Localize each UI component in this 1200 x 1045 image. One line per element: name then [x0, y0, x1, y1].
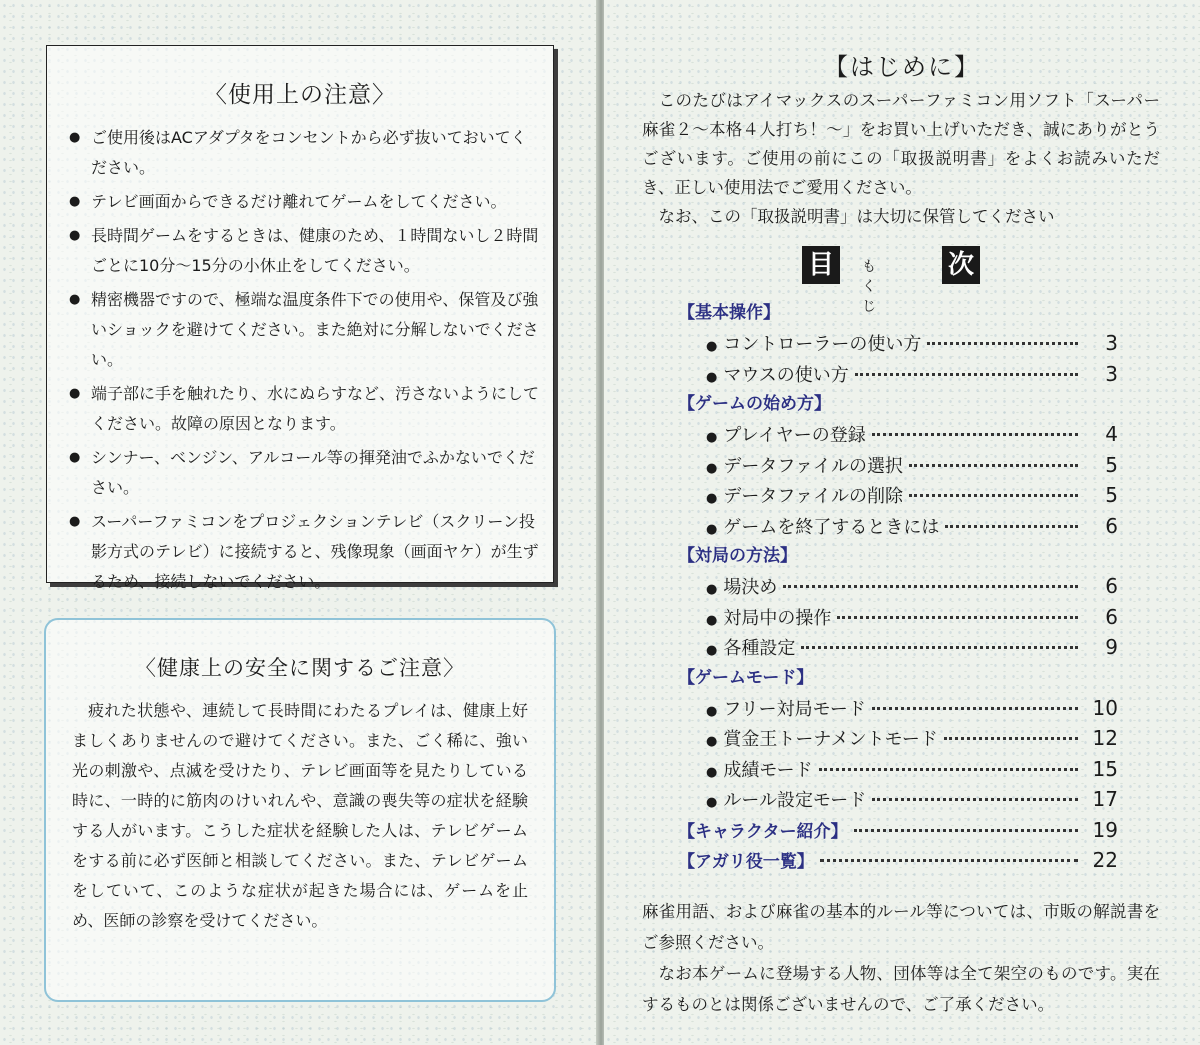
intro-title: 【はじめに】: [824, 53, 980, 81]
toc-entry[interactable]: [678, 450, 1118, 481]
bullet-icon: ●: [706, 582, 718, 597]
toc-entry-page: 15: [1092, 756, 1118, 781]
right-page: [604, 0, 1200, 1045]
health-notice-box: [44, 618, 556, 1002]
notice-item: ● スーパーファミコンをプロジェクションテレビ（スクリーン投影方式のテレビ）に接続すると、残像現象（画面ヤケ）が生ずるため、接続しないでください。: [69, 507, 539, 597]
notice-item: ● ご使用後はACアダプタをコンセントから必ず抜いておいてください。: [69, 123, 539, 183]
left-page: [0, 0, 598, 1045]
dot-leader: [872, 433, 1078, 436]
dot-leader: [783, 585, 1078, 588]
bullet-icon: ●: [706, 491, 718, 506]
toc-entry-label: フリー対局モード: [723, 698, 866, 720]
toc-entry[interactable]: [678, 602, 1118, 633]
intro-paragraph: なお、この「取扱説明書」は大切に保管してください: [658, 207, 1055, 226]
dot-leader: [819, 768, 1078, 771]
health-notice-title: 〈健康上の安全に関するご注意〉: [135, 656, 465, 680]
toc-entry[interactable]: [678, 784, 1118, 815]
toc-entry-label: プレイヤーの登録: [723, 425, 866, 446]
bullet-icon: ●: [706, 460, 718, 476]
toc-entry[interactable]: [678, 571, 1118, 602]
toc-entry-page: 3: [1105, 361, 1118, 386]
bullet-icon: ●: [706, 643, 718, 658]
dot-leader: [927, 342, 1078, 345]
intro-text: [642, 86, 1160, 231]
toc-section-agari[interactable]: [678, 845, 1118, 875]
toc-entry-label: 場決め: [723, 577, 778, 598]
footer-notes: [642, 896, 1160, 1020]
footer-paragraph: 麻雀用語、および麻雀の基本的ルール等については、市販の解説書をご参照ください。: [642, 902, 1160, 952]
toc-section-title: 【基本操作】: [678, 303, 780, 323]
dot-leader: [801, 646, 1078, 649]
toc-entry-page: 9: [1105, 635, 1118, 659]
toc-entry-label: 賞金王トーナメントモード: [723, 729, 938, 750]
toc-section-title: 【ゲームモード】: [678, 667, 814, 688]
dot-leader: [909, 464, 1078, 467]
dot-leader: [837, 616, 1078, 619]
notice-item: ● 端子部に手を触れたり、水にぬらすなど、汚さないようにしてください。故障の原因となります。: [69, 379, 539, 439]
usage-notice-title: 〈使用上の注意〉: [204, 82, 396, 108]
dot-leader: [909, 494, 1078, 497]
toc-entry-label: マウスの使い方: [723, 364, 849, 386]
toc-entry-label: ルール設定モード: [723, 790, 867, 811]
dot-leader: [872, 707, 1078, 710]
bullet-icon: ●: [706, 734, 718, 749]
toc-entry-label: 各種設定: [723, 638, 796, 659]
toc-entry[interactable]: [678, 723, 1118, 754]
toc-entry[interactable]: [678, 359, 1118, 390]
toc-entry[interactable]: [678, 693, 1118, 724]
bullet-icon: ●: [706, 764, 718, 780]
notice-item: ● 長時間ゲームをするときは、健康のため、１時間ないし２時間ごとに10分〜15分の小休止をしてください。: [69, 221, 539, 281]
toc-entry-page: 10: [1092, 695, 1118, 720]
toc-entry[interactable]: [678, 511, 1118, 542]
toc-entry-page: 6: [1105, 574, 1118, 598]
toc-entry[interactable]: [678, 632, 1118, 663]
toc-section-character[interactable]: [678, 815, 1118, 845]
dot-leader: [944, 737, 1078, 740]
toc-heading-kanji: 目: [802, 246, 840, 284]
toc-heading-reading: もくじ: [862, 259, 879, 315]
bullet-icon: ●: [706, 795, 718, 810]
bullet-icon: ●: [706, 703, 718, 719]
dot-leader: [872, 798, 1078, 801]
toc-entry-label: データファイルの選択: [723, 455, 903, 477]
toc-entry-page: 12: [1092, 726, 1118, 750]
dot-leader: [855, 373, 1078, 376]
bullet-icon: ●: [706, 339, 718, 354]
toc-entry-label: ゲームを終了するときには: [723, 516, 940, 538]
toc-entry-page: 22: [1092, 847, 1118, 872]
toc-entry-label: コントローラーの使い方: [723, 334, 922, 355]
toc-entry-page: 3: [1105, 331, 1118, 355]
toc-heading-kanji: 次: [942, 246, 980, 284]
footer-paragraph: なお本ゲームに登場する人物、団体等は全て架空のものです。実在するものとは関係ございませんので、ご了承ください。: [642, 964, 1160, 1014]
toc-entry-label: データファイルの削除: [723, 486, 903, 507]
toc-entry-label: 成績モード: [723, 759, 813, 781]
toc-entry[interactable]: [678, 419, 1118, 450]
toc-entry-label: 対局中の操作: [723, 607, 832, 629]
intro-paragraph: このたびはアイマックスのスーパーファミコン用ソフト「スーパー麻雀２〜本格４人打ち！〜」をお買い上げいただき、誠にありがとうございます。ご使用の前にこの「取扱説明書」をよくお読みいただき、正しい使用法でご愛用ください。: [642, 91, 1160, 197]
toc-section-title: 【アガリ役一覧】: [678, 851, 814, 872]
toc-entry-page: 6: [1105, 513, 1118, 538]
bullet-icon: ●: [706, 612, 718, 628]
toc-entry-page: 19: [1092, 817, 1118, 842]
notice-item: ● シンナー、ベンジン、アルコール等の揮発油でふかないでください。: [69, 443, 539, 503]
bullet-icon: ●: [706, 369, 718, 385]
dot-leader: [854, 829, 1078, 832]
bullet-icon: ●: [706, 521, 718, 537]
notice-item: ● 精密機器ですので、極端な温度条件下での使用や、保管及び強いショックを避けてください。また絶対に分解しないでください。: [69, 285, 539, 375]
toc-entry-page: 5: [1105, 452, 1118, 477]
toc-entry[interactable]: [678, 480, 1118, 511]
toc-section-title: 【ゲームの始め方】: [678, 394, 831, 414]
toc-entry-page: 5: [1105, 483, 1118, 507]
table-of-contents: [678, 298, 1118, 875]
toc-entry-page: 6: [1105, 604, 1118, 629]
toc-entry[interactable]: [678, 754, 1118, 785]
dot-leader: [945, 525, 1078, 528]
notice-item: ● テレビ画面からできるだけ離れてゲームをしてください。: [69, 187, 539, 217]
dot-leader: [820, 859, 1078, 862]
usage-notice-box: [46, 45, 554, 591]
toc-entry[interactable]: [678, 328, 1118, 359]
toc-section-title: 【キャラクター紹介】: [678, 821, 848, 842]
usage-notice-list: [47, 123, 553, 597]
toc-entry-page: 4: [1105, 422, 1118, 446]
bullet-icon: ●: [706, 430, 718, 445]
toc-section-title: 【対局の方法】: [678, 546, 797, 566]
toc-entry-page: 17: [1092, 787, 1118, 811]
health-notice-text: 疲れた状態や、連続して長時間にわたるプレイは、健康上好ましくありませんので避けてください。また、ごく稀に、強い光の刺激や、点滅を受けたり、テレビ画面等を見たりしている時に、一時的に筋肉のけいれんや、意識の喪失等の症状を経験する人がいます。こうした症状を経験した人は、テレビゲームをする前に必ず医師と相談してください。また、テレビゲームをしていて、このような症状が起きた場合には、ゲームを止め、医師の診察を受けてください。: [72, 701, 528, 930]
